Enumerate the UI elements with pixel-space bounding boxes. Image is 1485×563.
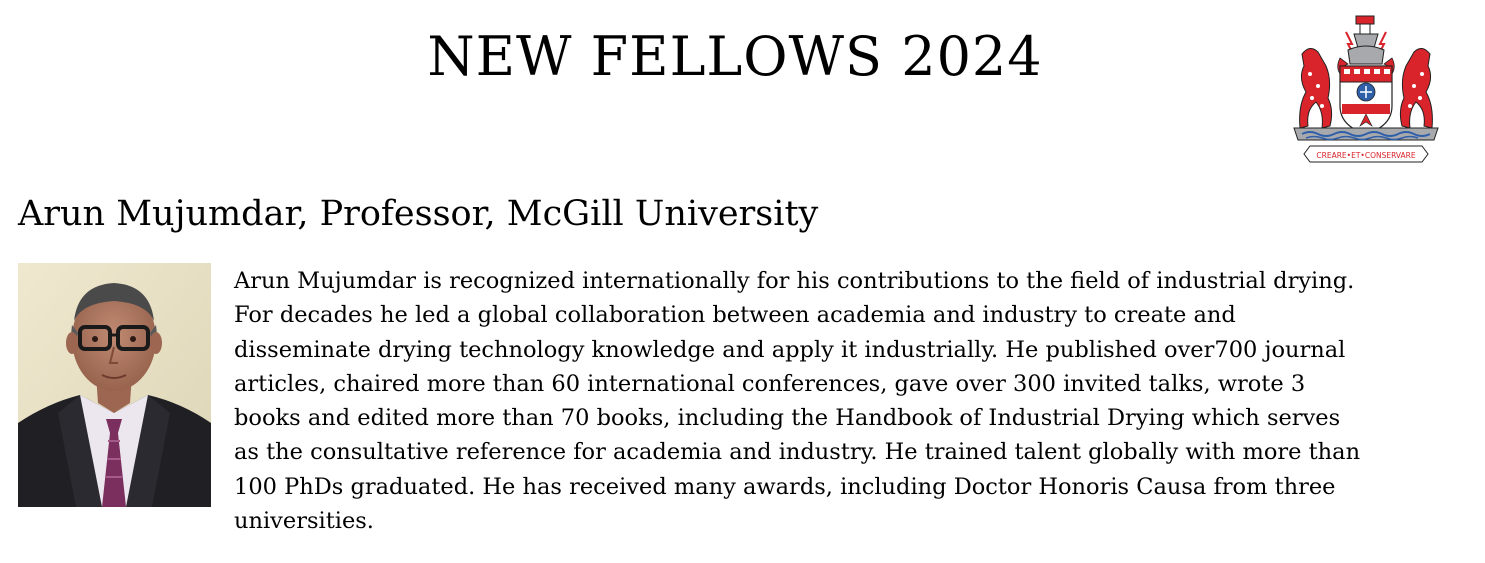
crest-graphic xyxy=(1288,14,1444,170)
coat-of-arms-icon xyxy=(1288,14,1444,170)
bio-line: Arun Mujumdar is recognized internationally for his contributions to the field of industrial drying. xyxy=(234,268,1355,294)
bio-line: For decades he led a global collaboration between academia and industry to create and xyxy=(234,302,1236,329)
bio-line: articles, chaired more than 60 international conferences, gave over 300 invited talks, wrote 3 xyxy=(234,370,1306,397)
fellow-bio xyxy=(234,264,1464,538)
bio-line: books and edited more than 70 books, including the Handbook of Industrial Drying which serves xyxy=(234,405,1341,432)
portrait-graphic xyxy=(18,263,211,507)
bio-line: disseminate drying technology knowledge and apply it industrially. He published over700 journal xyxy=(234,336,1346,363)
fellow-heading: Arun Mujumdar, Professor, McGill University xyxy=(18,194,819,234)
crest-motto: CREARE•ET•CONSERVARE xyxy=(1316,151,1416,160)
bio-line: 100 PhDs graduated. He has received many awards, including Doctor Honoris Causa from three xyxy=(234,473,1336,500)
bio-line: as the consultative reference for academia and industry. He trained talent globally with more than xyxy=(234,439,1361,466)
page-title: NEW FELLOWS 2024 xyxy=(427,25,1043,88)
bio-line: universities. xyxy=(234,508,374,535)
portrait-photo xyxy=(18,263,211,507)
